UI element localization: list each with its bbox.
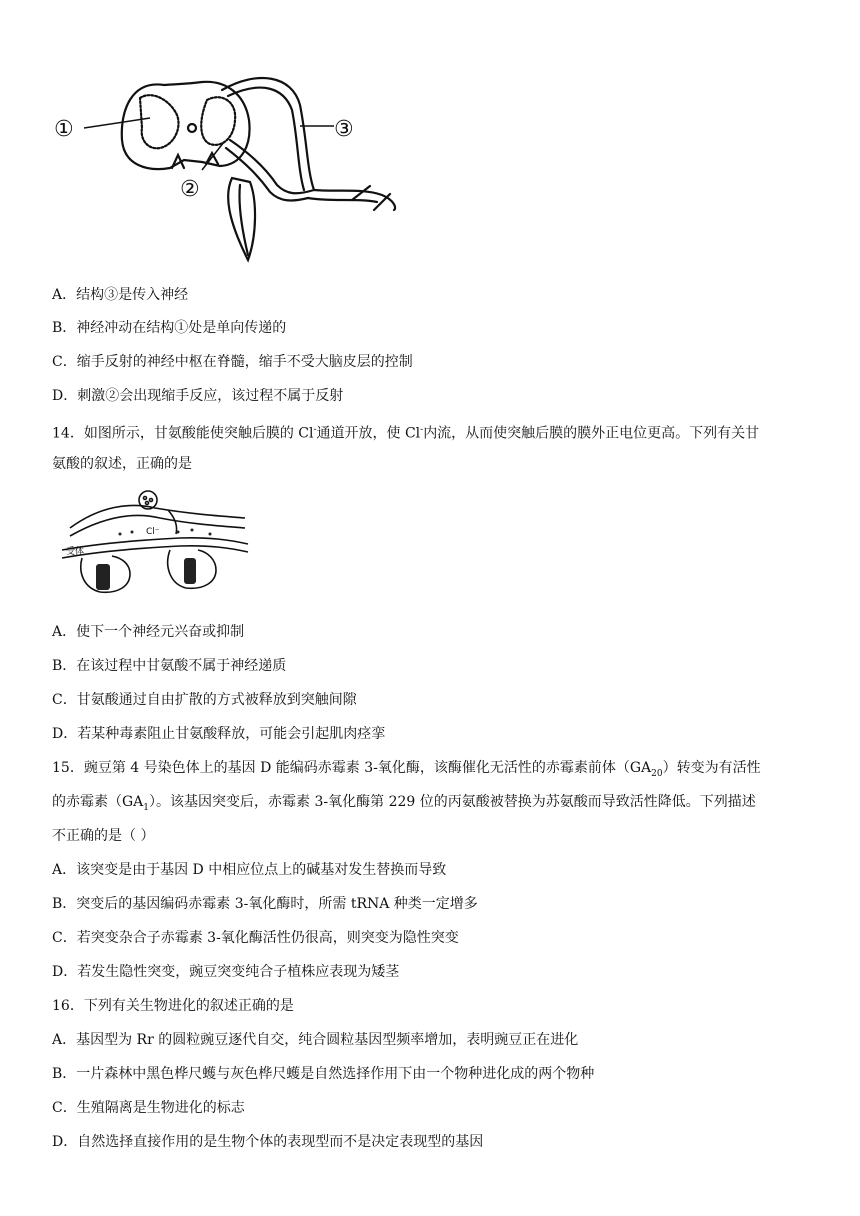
q16-option-c: C．生殖隔离是生物进化的标志	[52, 1100, 245, 1116]
q16-option-d: D．自然选择直接作用的是生物个体的表现型而不是决定表现型的基因	[52, 1134, 484, 1150]
q13-option-c: C．缩手反射的神经中枢在脊髓，缩手不受大脑皮层的控制	[52, 354, 413, 370]
reflex-arc-figure	[52, 60, 402, 265]
q15-stem-line3: 不正确的是（ ）	[52, 828, 155, 844]
q14-stem-line1: 14．如图所示，甘氨酸能使突触后膜的 Cl-通道开放，使 Cl-内流，从而使突触后膜的膜外正电位更高。下列有关甘	[52, 425, 760, 442]
label-3: ③	[334, 117, 354, 142]
q14-option-c: C．甘氨酸通过自由扩散的方式被释放到突触间隙	[52, 692, 357, 708]
q14-option-d: D．若某种毒素阻止甘氨酸释放，可能会引起肌肉痉挛	[52, 726, 386, 742]
label-1: ①	[54, 117, 74, 142]
q15-option-c: C．若突变杂合子赤霉素 3-氧化酶活性仍很高，则突变为隐性突变	[52, 930, 459, 946]
q14-stem-line2: 氨酸的叙述，正确的是	[52, 456, 192, 472]
q13-option-a: A．结构③是传入神经	[52, 287, 189, 303]
label-2: ②	[180, 177, 200, 202]
q13-option-b: B．神经冲动在结构①处是单向传递的	[52, 320, 287, 336]
q15-stem-line1: 15．豌豆第 4 号染色体上的基因 D 能编码赤霉素 3-氧化酶，该酶催化无活性的赤霉素前体$(GA_{20})$转变为有活性	[52, 760, 761, 779]
synapse-figure	[60, 488, 250, 608]
receptor-label: 受体	[66, 547, 85, 557]
q16-option-b: B．一片森林中黑色桦尺蠖与灰色桦尺蠖是自然选择作用下由一个物种进化成的两个物种	[52, 1066, 595, 1082]
q14-option-b: B．在该过程中甘氨酸不属于神经递质	[52, 658, 287, 674]
q15-option-a: A．该突变是由于基因 D 中相应位点上的碱基对发生替换而导致	[52, 862, 447, 878]
q16-option-a: A．基因型为 Rr 的圆粒豌豆逐代自交，纯合圆粒基因型频率增加，表明豌豆正在进化	[52, 1032, 579, 1048]
q15-stem-line2: 的赤霉素$(GA_1)$。该基因突变后，赤霉素 3-氧化酶第 229 位的丙氨酸被替换为苏氨酸而导致活性降低。下列描述	[52, 794, 756, 813]
q14-option-a: A．使下一个神经元兴奋或抑制	[52, 624, 245, 640]
q15-option-d: D．若发生隐性突变，豌豆突变纯合子植株应表现为矮茎	[52, 964, 400, 980]
cl-label: Cl⁻	[146, 527, 160, 537]
q15-option-b: B．突变后的基因编码赤霉素 3-氧化酶时，所需 tRNA 种类一定增多	[52, 896, 478, 912]
q16-stem: 16．下列有关生物进化的叙述正确的是	[52, 998, 294, 1014]
q13-option-d: D．刺激②会出现缩手反应，该过程不属于反射	[52, 388, 344, 404]
